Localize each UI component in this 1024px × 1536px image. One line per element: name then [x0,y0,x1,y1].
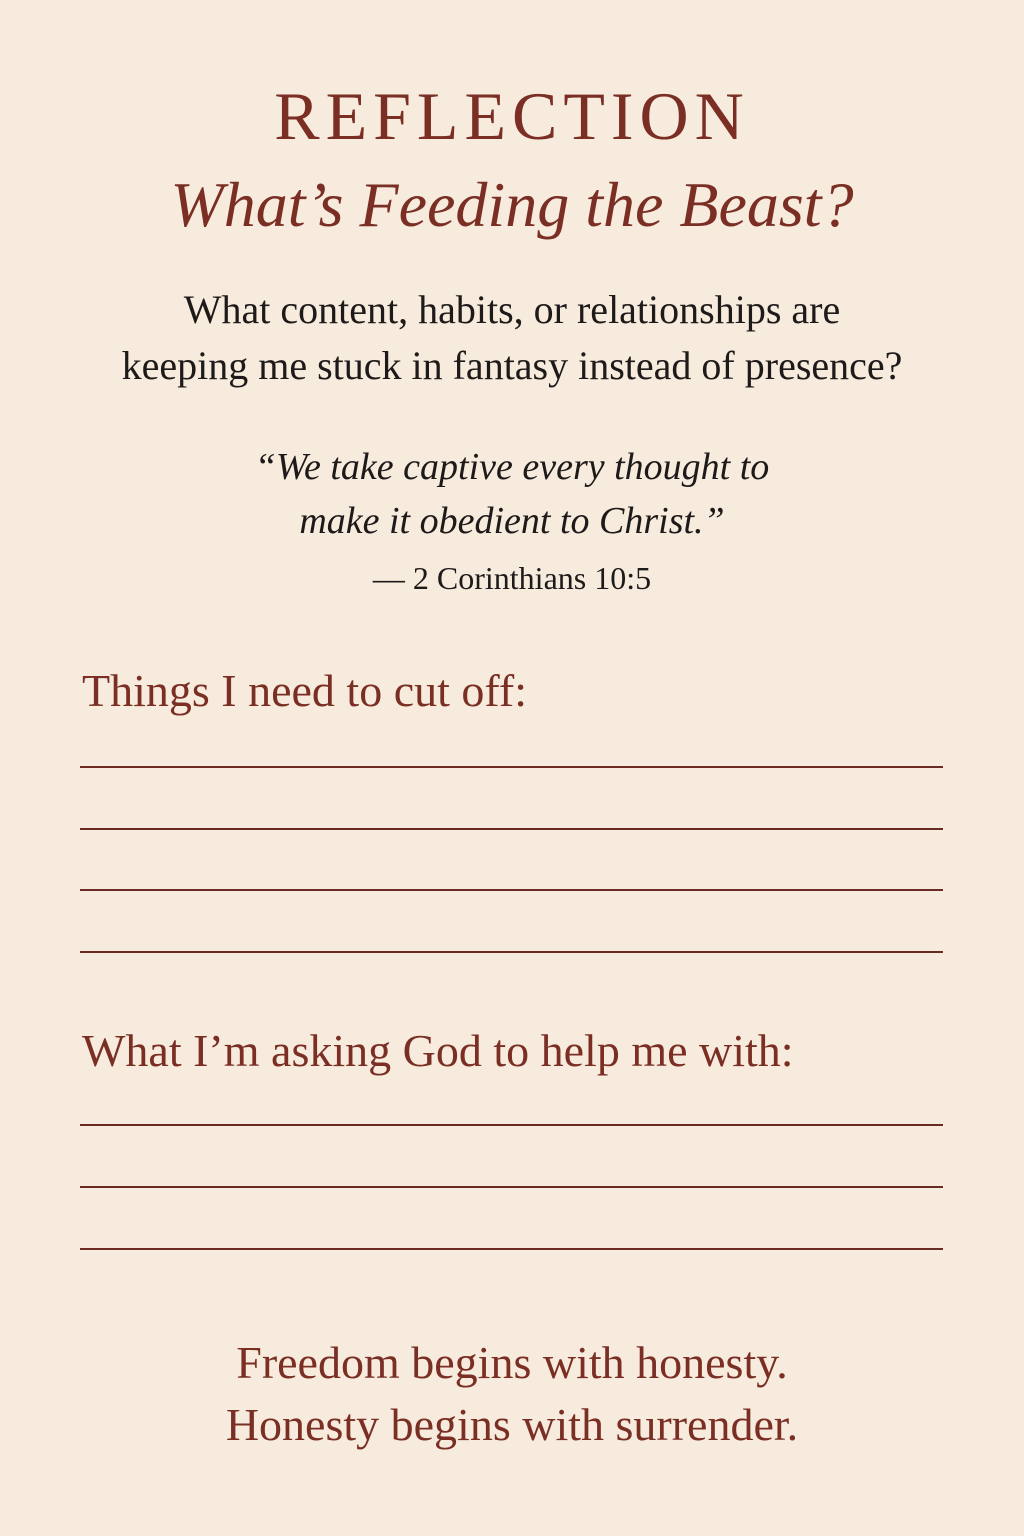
writing-line[interactable] [80,889,943,891]
question-line-2: keeping me stuck in fantasy instead of presence? [121,343,903,388]
writing-line[interactable] [80,1248,943,1250]
closing-line-1: Freedom begins with honesty. [236,1337,788,1388]
section-heading-cut-off: Things I need to cut off: [82,665,527,716]
quote-line-1: “We take captive every thought to [254,446,770,488]
writing-line[interactable] [80,1186,943,1188]
reflection-question [40,282,984,394]
closing-line-2: Honesty begins with surrender. [225,1399,799,1450]
question-line-1: What content, habits, or relationships are [183,287,841,332]
scripture-reference: — 2 Corinthians 10:5 [372,560,652,596]
page-subtitle: What’s Feeding the Beast? [170,169,854,240]
scripture-quote [0,440,1024,548]
quote-line-2: make it obedient to Christ.” [299,500,725,542]
writing-line[interactable] [80,828,943,830]
writing-line[interactable] [80,1124,943,1126]
page-title: REFLECTION [274,78,750,154]
writing-line[interactable] [80,951,943,953]
writing-line[interactable] [80,766,943,768]
section-heading-asking-god: What I’m asking God to help me with: [82,1025,794,1076]
closing-statement [0,1332,1024,1456]
